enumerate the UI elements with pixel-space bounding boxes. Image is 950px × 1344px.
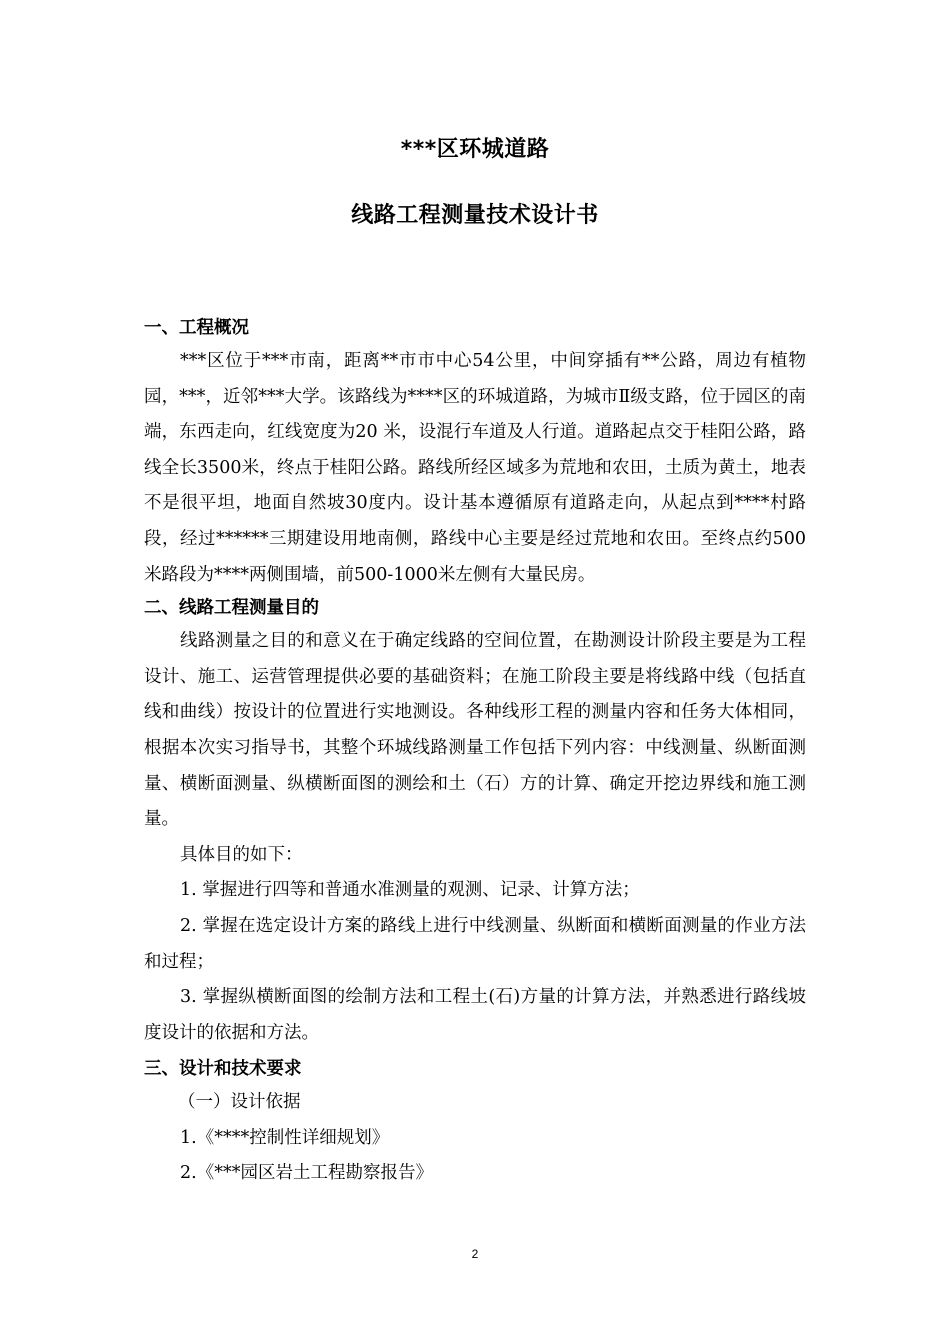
design-basis-item-1: 1.《****控制性详细规划》 — [180, 1127, 390, 1148]
section-heading-overview: 一、工程概况 — [144, 318, 249, 338]
section-heading-purpose: 二、线路工程测量目的 — [144, 598, 319, 619]
purpose-item-3: 3. 掌握纵横断面图的绘制方法和工程土(石)方量的计算方法，并熟悉进行路线坡度设计的依据和方法。 — [144, 987, 806, 1043]
overview-paragraph: ***区位于***市南，距离**市市中心54公里，中间穿插有**公路，周边有植物园，***，近邻***大学。该路线为****区的环城道路，为城市Ⅱ级支路，位于园区的南端，东西走向，红线宽度为20 米，设混行车道及人行道。道路起点交于桂阳公路，路线全长3500米，终点于桂阳公路。路线所经区域多为荒地和农田，土质为黄土，地表不是很平坦，地面自然坡30度内。设计基本遵循原有道路走向，从起点到****村路段，经过******三期建设用地南侧，路线中心主要是经过荒地和农田。至终点约500米路段为****两侧围墙，前500-1000米左侧有大量民房。 — [144, 351, 806, 585]
section-heading-requirements: 三、设计和技术要求 — [144, 1059, 302, 1080]
page-number: 2 — [471, 1247, 479, 1261]
document-title-line-1: ***区环城道路 — [400, 137, 550, 162]
purpose-item-1: 1. 掌握进行四等和普通水准测量的观测、记录、计算方法； — [180, 880, 640, 901]
purpose-item-2: 2. 掌握在选定设计方案的路线上进行中线测量、纵断面和横断面测量的作业方法和过程； — [144, 915, 806, 972]
purpose-intro: 具体目的如下： — [180, 844, 303, 865]
purpose-paragraph: 线路测量之目的和意义在于确定线路的空间位置，在勘测设计阶段主要是为工程设计、施工、运营管理提供必要的基础资料；在施工阶段主要是将线路中线（包括直线和曲线）按设计的位置进行实地测设。各种线形工程的测量内容和任务大体相同，根据本次实习指导书，其整个环城线路测量工作包括下列内容：中线测量、纵断面测量、横断面测量、纵横断面图的测绘和土（石）方的计算、确定开挖边界线和施工测量。 — [144, 631, 806, 830]
subheading-design-basis: （一）设计依据 — [178, 1092, 301, 1113]
document-title-line-2: 线路工程测量技术设计书 — [351, 203, 599, 228]
design-basis-item-2: 2.《***园区岩土工程勘察报告》 — [180, 1163, 433, 1184]
document-body — [144, 313, 806, 1192]
